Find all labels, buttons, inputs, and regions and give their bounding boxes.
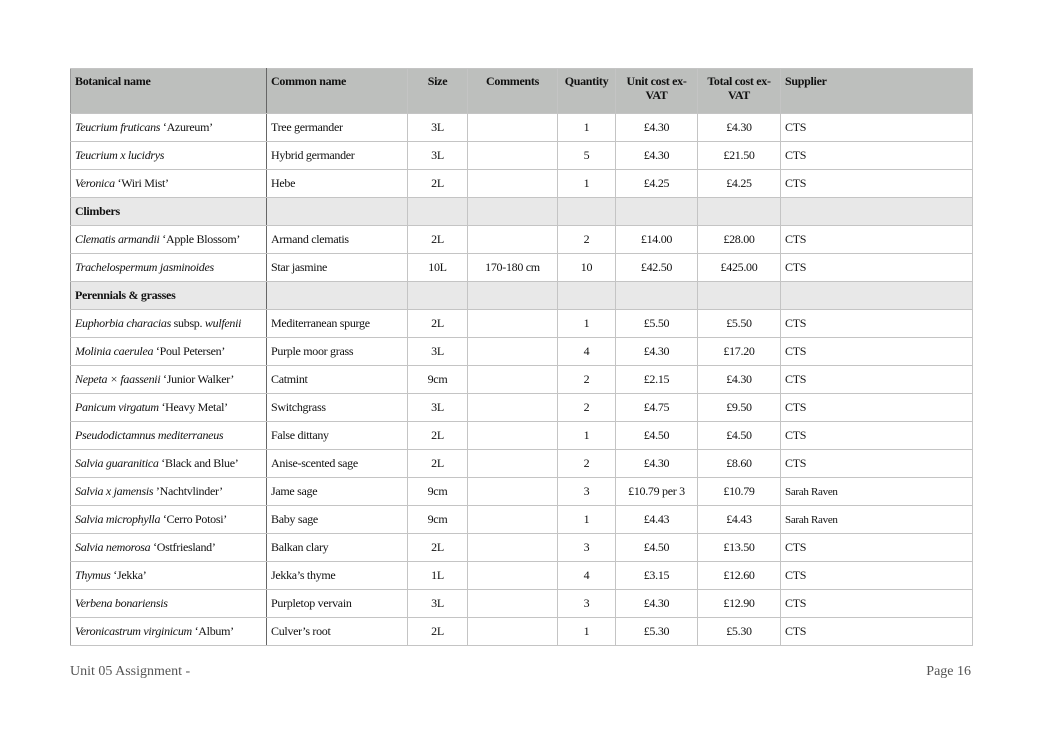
unit-cost-cell: £4.50 bbox=[616, 422, 698, 450]
comments-cell bbox=[468, 366, 558, 394]
unit-cost-cell: £4.75 bbox=[616, 394, 698, 422]
table-row bbox=[71, 254, 973, 282]
unit-cost-cell: £3.15 bbox=[616, 562, 698, 590]
quantity-cell: 4 bbox=[558, 338, 616, 366]
size-cell: 9cm bbox=[408, 366, 468, 394]
quantity-cell: 2 bbox=[558, 450, 616, 478]
total-cost-cell: £9.50 bbox=[698, 394, 781, 422]
total-cost-cell: £28.00 bbox=[698, 226, 781, 254]
common-name-cell: Purple moor grass bbox=[267, 338, 408, 366]
supplier-cell: CTS bbox=[781, 366, 973, 394]
table-row bbox=[71, 618, 973, 646]
common-name-cell: Baby sage bbox=[267, 506, 408, 534]
quantity-cell: 2 bbox=[558, 366, 616, 394]
botanical-name-cell bbox=[71, 590, 267, 618]
size-cell: 1L bbox=[408, 562, 468, 590]
botanical-name-cell bbox=[71, 254, 267, 282]
group-row bbox=[71, 282, 973, 310]
comments-cell bbox=[468, 618, 558, 646]
size-cell: 2L bbox=[408, 226, 468, 254]
total-cost-cell: £5.50 bbox=[698, 310, 781, 338]
table-row bbox=[71, 394, 973, 422]
unit-cost-cell: £4.50 bbox=[616, 534, 698, 562]
empty-cell bbox=[267, 198, 408, 226]
botanical-name-italic: Pseudodictamnus mediterraneus bbox=[75, 428, 224, 442]
total-cost-cell: £4.43 bbox=[698, 506, 781, 534]
total-cost-cell: £4.25 bbox=[698, 170, 781, 198]
botanical-name-cell bbox=[71, 338, 267, 366]
supplier-cell: CTS bbox=[781, 618, 973, 646]
group-row bbox=[71, 198, 973, 226]
table-row bbox=[71, 590, 973, 618]
botanical-name-cultivar: ‘Album’ bbox=[191, 624, 234, 638]
quantity-cell: 5 bbox=[558, 142, 616, 170]
empty-cell bbox=[408, 282, 468, 310]
supplier-cell: CTS bbox=[781, 254, 973, 282]
size-cell: 3L bbox=[408, 338, 468, 366]
botanical-name-italic: Molinia caerulea bbox=[75, 344, 154, 358]
total-cost-cell: £425.00 bbox=[698, 254, 781, 282]
comments-cell bbox=[468, 114, 558, 142]
size-cell: 2L bbox=[408, 310, 468, 338]
size-cell: 3L bbox=[408, 394, 468, 422]
common-name-cell: Hebe bbox=[267, 170, 408, 198]
table-row bbox=[71, 534, 973, 562]
table-row bbox=[71, 114, 973, 142]
group-label: Climbers bbox=[71, 198, 267, 226]
table-row bbox=[71, 562, 973, 590]
unit-cost-cell: £2.15 bbox=[616, 366, 698, 394]
total-cost-cell: £8.60 bbox=[698, 450, 781, 478]
quantity-cell: 3 bbox=[558, 478, 616, 506]
header-supplier: Supplier bbox=[781, 69, 973, 114]
header-comments: Comments bbox=[468, 69, 558, 114]
unit-cost-cell: £4.30 bbox=[616, 450, 698, 478]
table-row bbox=[71, 506, 973, 534]
botanical-name-cultivar: ‘Cerro Potosi’ bbox=[160, 512, 227, 526]
botanical-name-cultivar: subsp. bbox=[170, 316, 205, 330]
total-cost-cell: £4.30 bbox=[698, 114, 781, 142]
common-name-cell: Star jasmine bbox=[267, 254, 408, 282]
botanical-name-cell bbox=[71, 114, 267, 142]
empty-cell bbox=[781, 198, 973, 226]
table-row bbox=[71, 170, 973, 198]
footer-left: Unit 05 Assignment - bbox=[70, 664, 191, 679]
botanical-name-italic: Euphorbia characias bbox=[75, 316, 171, 330]
botanical-name-cell bbox=[71, 310, 267, 338]
botanical-name-cell bbox=[71, 534, 267, 562]
supplier-cell: CTS bbox=[781, 394, 973, 422]
common-name-cell: Purpletop vervain bbox=[267, 590, 408, 618]
botanical-name-cell bbox=[71, 366, 267, 394]
size-cell: 3L bbox=[408, 142, 468, 170]
comments-cell: 170-180 cm bbox=[468, 254, 558, 282]
total-cost-cell: £4.50 bbox=[698, 422, 781, 450]
botanical-name-italic: Salvia guaranitica bbox=[75, 456, 159, 470]
size-cell: 2L bbox=[408, 534, 468, 562]
size-cell: 2L bbox=[408, 170, 468, 198]
comments-cell bbox=[468, 394, 558, 422]
header-unit-cost: Unit cost ex-VAT bbox=[616, 69, 698, 114]
total-cost-cell: £13.50 bbox=[698, 534, 781, 562]
empty-cell bbox=[558, 198, 616, 226]
comments-cell bbox=[468, 450, 558, 478]
unit-cost-cell: £4.30 bbox=[616, 338, 698, 366]
comments-cell bbox=[468, 142, 558, 170]
botanical-name-cultivar: ’Nachtvlinder’ bbox=[153, 484, 223, 498]
botanical-name-cell bbox=[71, 562, 267, 590]
footer-page-number: Page 16 bbox=[926, 664, 971, 679]
empty-cell bbox=[267, 282, 408, 310]
table-row bbox=[71, 338, 973, 366]
botanical-name-cultivar: ‘Heavy Metal’ bbox=[158, 400, 228, 414]
unit-cost-cell: £5.50 bbox=[616, 310, 698, 338]
supplier-cell: CTS bbox=[781, 590, 973, 618]
supplier-cell: CTS bbox=[781, 310, 973, 338]
empty-cell bbox=[558, 282, 616, 310]
botanical-name-cultivar: ‘Apple Blossom’ bbox=[159, 232, 241, 246]
botanical-name-italic: Verbena bonariensis bbox=[75, 596, 168, 610]
supplier-cell: CTS bbox=[781, 422, 973, 450]
empty-cell bbox=[698, 198, 781, 226]
total-cost-cell: £5.30 bbox=[698, 618, 781, 646]
plant-schedule-table bbox=[70, 68, 973, 646]
header-botanical-name: Botanical name bbox=[71, 69, 267, 114]
total-cost-cell: £17.20 bbox=[698, 338, 781, 366]
header-quantity: Quantity bbox=[558, 69, 616, 114]
table-header-row bbox=[71, 69, 973, 114]
size-cell: 9cm bbox=[408, 478, 468, 506]
size-cell: 2L bbox=[408, 618, 468, 646]
total-cost-cell: £4.30 bbox=[698, 366, 781, 394]
quantity-cell: 10 bbox=[558, 254, 616, 282]
botanical-name-italic: Thymus bbox=[75, 568, 111, 582]
common-name-cell: Tree germander bbox=[267, 114, 408, 142]
empty-cell bbox=[468, 282, 558, 310]
total-cost-cell: £10.79 bbox=[698, 478, 781, 506]
quantity-cell: 1 bbox=[558, 618, 616, 646]
empty-cell bbox=[468, 198, 558, 226]
header-total-cost: Total cost ex-VAT bbox=[698, 69, 781, 114]
table-row bbox=[71, 366, 973, 394]
size-cell: 10L bbox=[408, 254, 468, 282]
unit-cost-cell: £4.25 bbox=[616, 170, 698, 198]
botanical-name-italic: Trachelospermum jasminoides bbox=[75, 260, 214, 274]
comments-cell bbox=[468, 506, 558, 534]
botanical-name-cell bbox=[71, 394, 267, 422]
supplier-cell: Sarah Raven bbox=[781, 478, 973, 506]
comments-cell bbox=[468, 534, 558, 562]
botanical-name-italic: Teucrium fruticans bbox=[75, 120, 161, 134]
common-name-cell: Culver’s root bbox=[267, 618, 408, 646]
size-cell: 2L bbox=[408, 422, 468, 450]
common-name-cell: Switchgrass bbox=[267, 394, 408, 422]
comments-cell bbox=[468, 562, 558, 590]
botanical-name-cultivar: ‘Jekka’ bbox=[110, 568, 147, 582]
botanical-name-cell bbox=[71, 618, 267, 646]
botanical-name-italic: Clematis armandii bbox=[75, 232, 160, 246]
supplier-cell: CTS bbox=[781, 142, 973, 170]
total-cost-cell: £12.60 bbox=[698, 562, 781, 590]
total-cost-cell: £12.90 bbox=[698, 590, 781, 618]
botanical-name-cell bbox=[71, 170, 267, 198]
unit-cost-cell: £4.30 bbox=[616, 114, 698, 142]
common-name-cell: Armand clematis bbox=[267, 226, 408, 254]
quantity-cell: 3 bbox=[558, 590, 616, 618]
comments-cell bbox=[468, 170, 558, 198]
header-size: Size bbox=[408, 69, 468, 114]
botanical-name-cell bbox=[71, 142, 267, 170]
size-cell: 2L bbox=[408, 450, 468, 478]
total-cost-cell: £21.50 bbox=[698, 142, 781, 170]
unit-cost-cell: £10.79 per 3 bbox=[616, 478, 698, 506]
unit-cost-cell: £14.00 bbox=[616, 226, 698, 254]
unit-cost-cell: £4.43 bbox=[616, 506, 698, 534]
botanical-name-cultivar: ‘Poul Petersen’ bbox=[153, 344, 226, 358]
size-cell: 3L bbox=[408, 590, 468, 618]
quantity-cell: 1 bbox=[558, 114, 616, 142]
botanical-name-cell bbox=[71, 450, 267, 478]
botanical-name-cultivar: ‘Junior Walker’ bbox=[160, 372, 235, 386]
botanical-name-cell bbox=[71, 478, 267, 506]
comments-cell bbox=[468, 422, 558, 450]
empty-cell bbox=[616, 282, 698, 310]
botanical-name-italic: Salvia nemorosa bbox=[75, 540, 151, 554]
empty-cell bbox=[781, 282, 973, 310]
botanical-name-italic: Teucrium x lucidrys bbox=[75, 148, 165, 162]
quantity-cell: 3 bbox=[558, 534, 616, 562]
unit-cost-cell: £42.50 bbox=[616, 254, 698, 282]
quantity-cell: 1 bbox=[558, 422, 616, 450]
botanical-name-italic: Panicum virgatum bbox=[75, 400, 159, 414]
supplier-cell: CTS bbox=[781, 562, 973, 590]
empty-cell bbox=[616, 198, 698, 226]
common-name-cell: Catmint bbox=[267, 366, 408, 394]
comments-cell bbox=[468, 226, 558, 254]
table-row bbox=[71, 450, 973, 478]
size-cell: 3L bbox=[408, 114, 468, 142]
supplier-cell: CTS bbox=[781, 450, 973, 478]
supplier-cell: CTS bbox=[781, 114, 973, 142]
size-cell: 9cm bbox=[408, 506, 468, 534]
botanical-name-italic: Salvia x jamensis bbox=[75, 484, 154, 498]
quantity-cell: 1 bbox=[558, 310, 616, 338]
botanical-name-cultivar: ‘Wiri Mist’ bbox=[114, 176, 169, 190]
botanical-name-cell bbox=[71, 226, 267, 254]
common-name-cell: Mediterranean spurge bbox=[267, 310, 408, 338]
supplier-cell: CTS bbox=[781, 338, 973, 366]
quantity-cell: 2 bbox=[558, 226, 616, 254]
common-name-cell: Balkan clary bbox=[267, 534, 408, 562]
common-name-cell: Anise-scented sage bbox=[267, 450, 408, 478]
common-name-cell: Hybrid germander bbox=[267, 142, 408, 170]
table-row bbox=[71, 422, 973, 450]
unit-cost-cell: £4.30 bbox=[616, 590, 698, 618]
supplier-cell: Sarah Raven bbox=[781, 506, 973, 534]
botanical-name-italic-2: wulfenii bbox=[204, 316, 242, 330]
supplier-cell: CTS bbox=[781, 534, 973, 562]
table-row bbox=[71, 478, 973, 506]
common-name-cell: Jekka’s thyme bbox=[267, 562, 408, 590]
quantity-cell: 1 bbox=[558, 170, 616, 198]
table-row bbox=[71, 310, 973, 338]
empty-cell bbox=[408, 198, 468, 226]
empty-cell bbox=[698, 282, 781, 310]
supplier-cell: CTS bbox=[781, 226, 973, 254]
comments-cell bbox=[468, 338, 558, 366]
common-name-cell: Jame sage bbox=[267, 478, 408, 506]
botanical-name-cell bbox=[71, 506, 267, 534]
header-common-name: Common name bbox=[267, 69, 408, 114]
table-row bbox=[71, 142, 973, 170]
table-row bbox=[71, 226, 973, 254]
quantity-cell: 2 bbox=[558, 394, 616, 422]
botanical-name-cultivar: ‘Azureum’ bbox=[160, 120, 213, 134]
supplier-cell: CTS bbox=[781, 170, 973, 198]
botanical-name-cultivar: ‘Black and Blue’ bbox=[158, 456, 239, 470]
group-label: Perennials & grasses bbox=[71, 282, 267, 310]
quantity-cell: 1 bbox=[558, 506, 616, 534]
botanical-name-italic: Veronicastrum virginicum bbox=[75, 624, 192, 638]
botanical-name-italic: Salvia microphylla bbox=[75, 512, 161, 526]
botanical-name-italic: Nepeta × faassenii bbox=[75, 372, 161, 386]
botanical-name-italic: Veronica bbox=[75, 176, 115, 190]
comments-cell bbox=[468, 310, 558, 338]
botanical-name-cultivar: ‘Ostfriesland’ bbox=[150, 540, 216, 554]
unit-cost-cell: £5.30 bbox=[616, 618, 698, 646]
unit-cost-cell: £4.30 bbox=[616, 142, 698, 170]
common-name-cell: False dittany bbox=[267, 422, 408, 450]
quantity-cell: 4 bbox=[558, 562, 616, 590]
comments-cell bbox=[468, 590, 558, 618]
botanical-name-cell bbox=[71, 422, 267, 450]
comments-cell bbox=[468, 478, 558, 506]
